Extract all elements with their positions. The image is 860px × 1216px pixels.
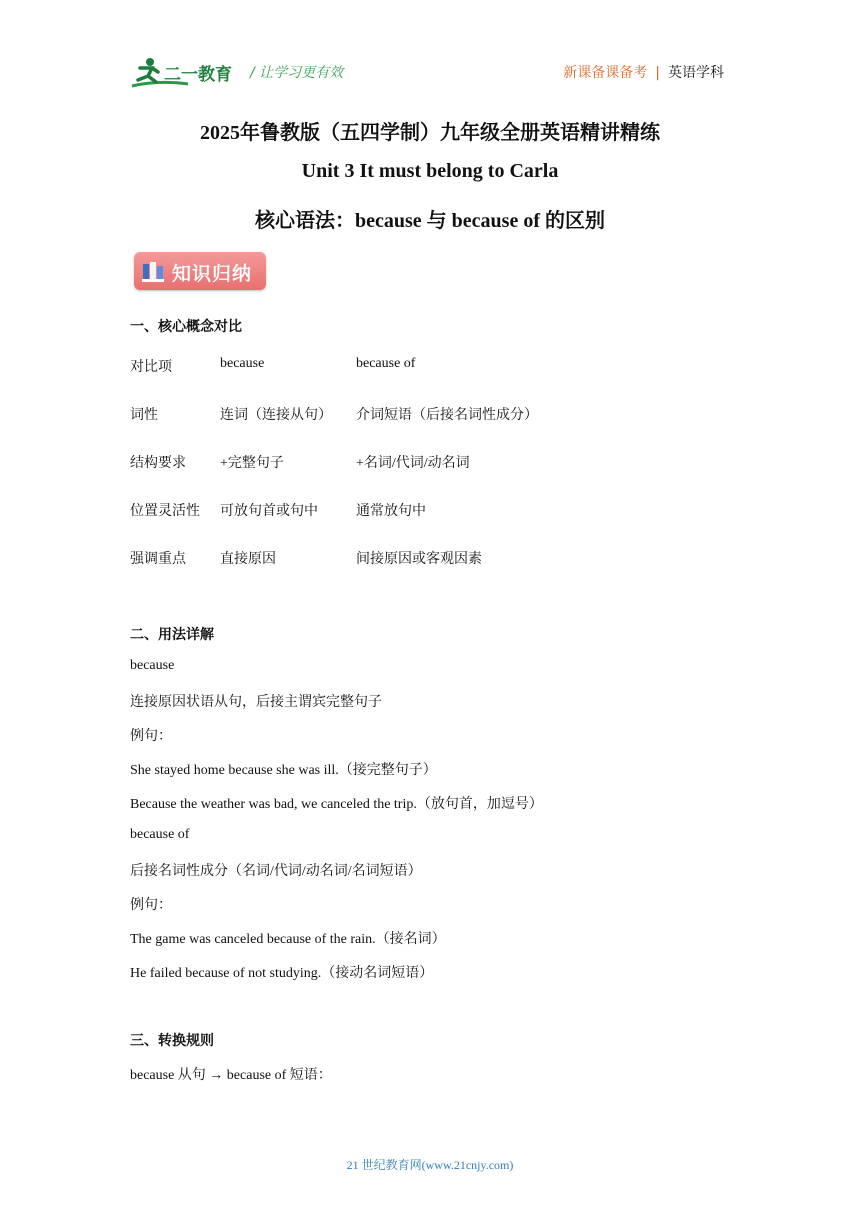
list-item: because <box>130 658 175 673</box>
list-item: because 从句 → because of 短语： <box>130 1068 332 1083</box>
grammar-title: 核心语法：because 与 because of 的区别 <box>255 210 605 232</box>
slogan: / 让学习更有效 <box>250 65 344 81</box>
header-subject-label: 英语学科 <box>668 65 724 81</box>
list-item: The game was canceled because of the rain.（接名词） <box>130 932 446 947</box>
header-separator: | <box>655 65 660 81</box>
table-cell: 词性 <box>130 408 158 423</box>
list-item: Because the weather was bad, we canceled the trip.（放句首，加逗号） <box>130 797 543 812</box>
table-cell: +名词/代词/动名词 <box>356 456 470 471</box>
table-cell: because of <box>356 356 416 371</box>
runner-logo-icon <box>128 56 243 90</box>
table-cell: 结构要求 <box>130 456 186 471</box>
section3-heading: 三、转换规则 <box>130 1033 214 1049</box>
table-cell: +完整句子 <box>220 456 284 471</box>
table-cell: 位置灵活性 <box>130 504 200 519</box>
table-cell: because <box>220 356 265 371</box>
knowledge-badge <box>134 252 266 290</box>
logo <box>128 56 243 90</box>
section2-heading: 二、用法详解 <box>130 627 214 643</box>
table-cell: 可放句首或句中 <box>220 504 318 519</box>
unit-title: Unit 3 It must belong to Carla <box>301 160 559 182</box>
section1-heading: 一、核心概念对比 <box>130 319 242 335</box>
list-item: She stayed home because she was ill.（接完整句子） <box>130 763 437 778</box>
table-cell: 通常放句中 <box>356 504 426 519</box>
list-item: because of <box>130 827 190 842</box>
table-cell: 对比项 <box>130 360 172 375</box>
list-item: 连接原因状语从句，后接主谓宾完整句子 <box>130 695 382 710</box>
table-cell: 连词（连接从句） <box>220 408 332 423</box>
doc-title: 2025年鲁教版（五四学制）九年级全册英语精讲精练 <box>200 122 660 144</box>
logo-text: 二一教育 <box>164 65 232 85</box>
table-cell: 强调重点 <box>130 552 186 567</box>
header-subject <box>563 62 724 82</box>
footer-link[interactable]: 21 世纪教育网(www.21cnjy.com) <box>346 1158 514 1172</box>
list-item: 后接名词性成分（名词/代词/动名词/名词短语） <box>130 864 422 879</box>
list-item: 例句： <box>130 729 172 744</box>
badge-label: 知识归纳 <box>172 263 253 285</box>
books-icon <box>140 258 166 284</box>
table-cell: 间接原因或客观因素 <box>356 552 482 567</box>
table-cell: 直接原因 <box>220 552 276 567</box>
header-course: 新课备课备考 <box>563 65 648 81</box>
list-item: He failed because of not studying.（接动名词短语） <box>130 966 434 981</box>
table-cell: 介词短语（后接名词性成分） <box>356 408 538 423</box>
list-item: 例句： <box>130 898 172 913</box>
